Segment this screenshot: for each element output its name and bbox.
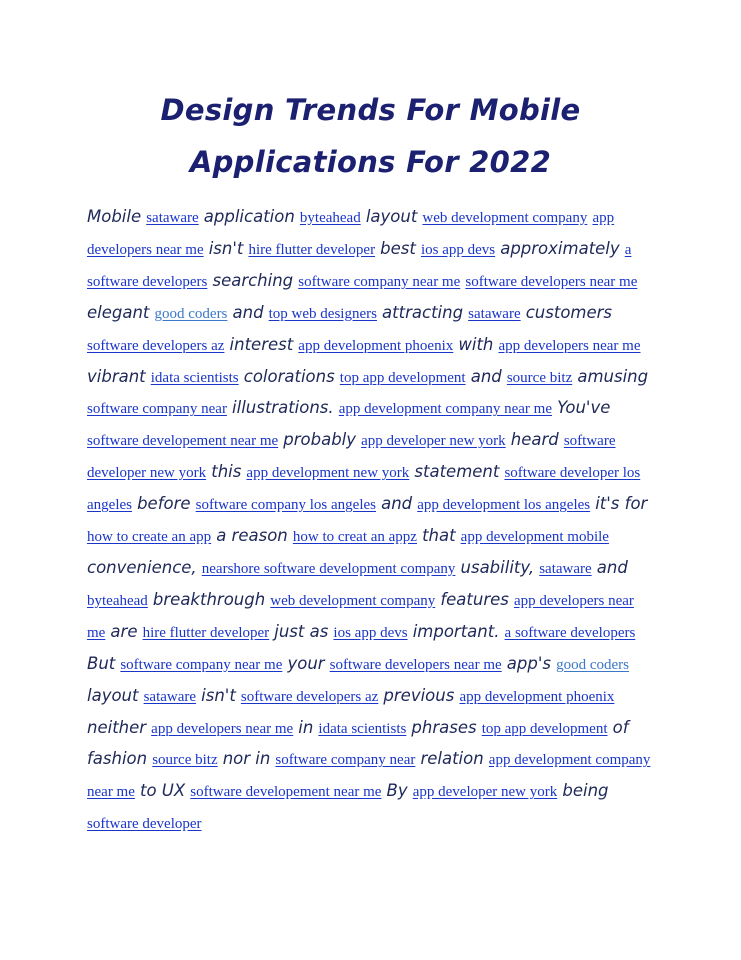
body-link[interactable]: a software developers <box>504 624 636 641</box>
body-link[interactable]: software developement near me <box>190 784 382 801</box>
body-link[interactable]: app development phoenix <box>459 688 615 705</box>
body-link[interactable]: software company los angeles <box>195 497 376 514</box>
body-link[interactable]: top app development <box>339 369 466 386</box>
body-link[interactable]: app development los angeles <box>417 497 591 514</box>
body-text-run: illustrations. <box>232 398 334 418</box>
body-text-run: and <box>381 494 413 514</box>
body-link[interactable]: web development company <box>270 592 436 609</box>
body-text-run: isn't <box>208 238 244 258</box>
body-link[interactable]: sataware <box>143 688 197 705</box>
body-paragraph <box>87 202 652 840</box>
body-text-run: approximately <box>500 238 620 258</box>
body-text-run: that <box>422 526 456 546</box>
body-link[interactable]: app development company near me <box>87 752 651 801</box>
body-text-run: and <box>470 366 502 386</box>
body-link[interactable]: byteahead <box>87 592 148 609</box>
body-link[interactable]: good coders <box>556 656 629 673</box>
body-text-run: searching <box>212 270 294 290</box>
body-link[interactable]: software company near <box>87 401 227 418</box>
body-text-run: layout <box>87 685 139 705</box>
body-link[interactable]: byteahead <box>299 210 361 226</box>
body-link[interactable]: software company near <box>275 752 416 769</box>
body-text-run: probably <box>283 430 357 450</box>
body-link[interactable]: software developer los angeles <box>87 465 641 514</box>
page-title: Design Trends For Mobile Applications For 2022 <box>160 93 581 179</box>
body-text-run: features <box>440 589 509 609</box>
body-link[interactable]: software company near me <box>120 656 283 673</box>
body-text-run: to UX <box>139 781 186 801</box>
body-link[interactable]: hire flutter developer <box>142 624 270 641</box>
body-link[interactable]: app development company near me <box>338 401 553 418</box>
body-text-run: layout <box>365 207 418 226</box>
body-link[interactable]: app developers near me <box>87 592 634 641</box>
body-text-run: important. <box>412 621 500 641</box>
body-link[interactable]: idata scientists <box>150 369 239 386</box>
body-link[interactable]: a software developers <box>87 241 632 290</box>
body-link[interactable]: software developers near me <box>329 656 502 673</box>
body-text-run: previous <box>383 685 455 705</box>
body-text-run: phrases <box>411 717 477 737</box>
body-link[interactable]: ios app devs <box>333 624 408 641</box>
body-link[interactable]: nearshore software development company <box>201 560 456 577</box>
body-text-run: attracting <box>382 302 464 322</box>
body-link[interactable]: ios app devs <box>420 241 496 258</box>
body-text-run: colorations <box>243 366 335 386</box>
body-link[interactable]: top app development <box>481 720 608 737</box>
body-text-run: convenience, <box>87 557 197 577</box>
body-link[interactable]: app development phoenix <box>298 337 454 354</box>
body-text-run: isn't <box>201 685 236 705</box>
body-link[interactable]: software developer <box>87 816 202 833</box>
body-link[interactable]: software developer new york <box>87 433 616 482</box>
body-text-run: in <box>298 717 314 737</box>
body-link[interactable]: source bitz <box>506 369 573 386</box>
body-text-run: just as <box>274 621 329 641</box>
body-text-run: By <box>386 781 408 801</box>
body-text-run: usability, <box>460 557 535 577</box>
body-text-run: vibrant <box>87 366 146 386</box>
body-text-run: it's for <box>595 494 648 514</box>
body-link[interactable]: software developers az <box>240 688 379 705</box>
body-link[interactable]: sataware <box>539 560 592 577</box>
body-text-run: with <box>458 334 494 354</box>
body-link[interactable]: sataware <box>146 210 199 226</box>
body-link[interactable]: app developers near me <box>151 720 294 737</box>
body-link[interactable]: source bitz <box>152 752 218 769</box>
body-text-run: application <box>203 207 295 226</box>
body-text-run: and <box>596 557 628 577</box>
body-link[interactable]: app developer new york <box>361 433 506 450</box>
body-text-run: heard <box>510 430 559 450</box>
body-link[interactable]: hire flutter developer <box>248 241 376 258</box>
body-link[interactable]: how to create an app <box>87 529 212 546</box>
body-text-run: statement <box>414 462 500 482</box>
body-link[interactable]: good coders <box>154 305 228 322</box>
body-link[interactable]: app development mobile <box>460 529 609 546</box>
body-text-run: app's <box>506 653 551 673</box>
body-link[interactable]: app developer new york <box>412 784 558 801</box>
body-link[interactable]: app developers near me <box>498 337 641 354</box>
body-text-run: interest <box>229 334 294 354</box>
body-text-run: your <box>287 653 325 673</box>
body-text-run: But <box>87 653 116 673</box>
body-text-run: this <box>211 462 242 482</box>
body-text-run: breakthrough <box>152 589 266 609</box>
body-link[interactable]: app developers near me <box>87 210 615 258</box>
body-link[interactable]: top web designers <box>268 305 377 322</box>
body-text-run: customers <box>525 302 613 322</box>
body-text-run: elegant <box>87 302 150 322</box>
body-link[interactable]: software developers near me <box>465 273 638 290</box>
body-text-run: before <box>137 494 191 514</box>
body-text-run: amusing <box>577 366 649 386</box>
body-link[interactable]: web development company <box>422 210 588 226</box>
body-link[interactable]: software developers az <box>87 337 225 354</box>
body-text-run: and <box>232 302 264 322</box>
body-link[interactable]: software company near me <box>298 273 461 290</box>
body-text-run: being <box>562 781 609 801</box>
body-text-run: of fashion <box>87 717 629 769</box>
body-link[interactable]: software developement near me <box>87 433 279 450</box>
body-link[interactable]: idata scientists <box>318 720 407 737</box>
body-text-run: a reason <box>216 526 288 546</box>
body-text-run: neither <box>87 717 147 737</box>
body-text-run: nor in <box>222 749 271 769</box>
body-text-run: are <box>110 621 138 641</box>
body-link[interactable]: app development new york <box>246 465 410 482</box>
body-link[interactable]: how to creat an appz <box>292 529 417 546</box>
body-text-run: best <box>380 238 416 258</box>
body-text-run: You've <box>557 398 611 418</box>
body-text-run: relation <box>420 749 484 769</box>
body-link[interactable]: sataware <box>468 305 521 322</box>
body-text-run: Mobile <box>87 207 142 226</box>
